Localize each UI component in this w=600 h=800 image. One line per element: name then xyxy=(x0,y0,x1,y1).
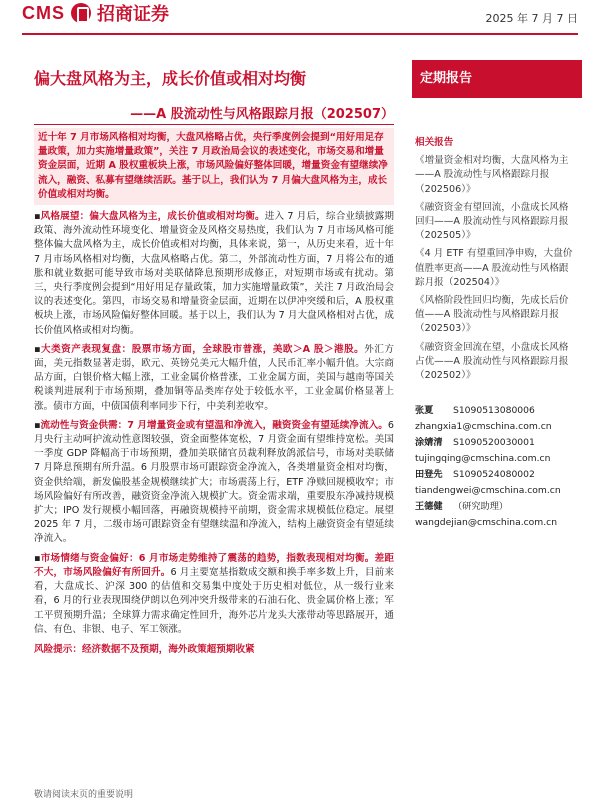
paragraph-sentiment: ▪市场情绪与资金偏好：6 月市场走势维持了震荡的趋势，指数表现相对均衡。差距不大，市场风险偏好有所回升。6 月主要宽基指数成交额和换手率多数上升，目前来看，大盘成长、沪深 300 的估值和交易集中度处于历史相对低位，从一级行业来看，6 月的行业表现围绕伊朗以色列冲突升级带来的石油石化、贵金属价格上涨；军工平贸预期升温；全球算力需求确定性回升，海外芯片龙头大涨带动等思路展开，通信、有色、非银、电子、军工领涨。 xyxy=(34,552,395,635)
main-content xyxy=(34,128,394,657)
paragraph-asset-review: ▪大类资产表现复盘：股票市场方面，全球股市普涨，美欧＞A 股＞港股。外汇方面，美元指数显著走弱，欧元、英镑兑美元大幅升值，人民币汇率小幅升值。大宗商品方面，白银价格大幅上涨，工业金属价格普涨，工业金属方面，美国与越南等国关税谈判进展利于市场预期，叠加铜等品类库存处于较低水平，工业金属价格显著上涨。债市方面，中债国债利率同步下行，中美利差收窄。 xyxy=(34,343,395,412)
analyst-name: 王德健 xyxy=(415,501,443,512)
related-report-link[interactable]: 《风格阶段性回归均衡，先成长后价值——A 股流动性与风格跟踪月报（202503）》 xyxy=(415,295,569,335)
paragraph-lead: 风格展望：偏大盘风格为主，成长价值或相对均衡。 xyxy=(40,211,265,223)
paragraph-lead: 流动性与资金供需：7 月增量资金或有望温和净流入，融资资金有望延续净流入。 xyxy=(40,419,388,431)
related-report-link[interactable]: 《融资资金回流在望，小盘成长风格占优——A 股流动性与风格跟踪月报（202502）》 xyxy=(415,341,569,382)
paragraph-liquidity: ▪流动性与资金供需：7 月增量资金或有望温和净流入，融资资金有望延续净流入。6 月央行主动呵护流动性意图较强，资金面整体宽松，7 月资金面有望维持宽松。美国一季度 GDP 降幅高于市场预期，叠加美联储官员裁利释放鸽派信号，市场对美联储 7 月降息预期有所升温。6 月股票市场可跟踪资金净流入，各类增量资金相对均衡，资金供给端，新发偏股基金规模继续扩大；市场震荡上行，ETF 净赎回规模收窄；市场风险偏好有所改善，融资资金净流入规模扩大。资金需求端，重要股东净减持规模扩大；IPO 发行规模小幅回落，再融资规模持平前期，资金需求规模低位稳定。展望 2025 年 7 月，二级市场可跟踪资金有望继续温和净流入，结构上融资资金有望延续净流入。 xyxy=(34,419,394,545)
company-logo xyxy=(22,2,169,24)
title-divider xyxy=(34,124,394,125)
analyst-email[interactable]: wangdejian@cmschina.com.cn xyxy=(415,517,558,528)
risk-warning: 风险提示：经济数据不及预期，海外政策超预期收紧 xyxy=(34,643,255,655)
paragraph-lead: 大类资产表现复盘：股票市场方面，全球股市普涨，美欧＞A 股＞港股。 xyxy=(41,343,365,355)
analyst-entry xyxy=(415,435,580,467)
related-report-link[interactable]: 《增量资金相对均衡，大盘风格为主——A 股流动性与风格跟踪月报（202506）》 xyxy=(415,155,569,195)
report-title: 偏大盘风格为主，成长价值或相对均衡 xyxy=(34,69,307,88)
logo-cn: 招商证券 xyxy=(97,4,169,25)
report-date: 2025 年 7 月 7 日 xyxy=(485,12,578,25)
analyst-email[interactable]: zhangxia1@cmschina.com.cn xyxy=(415,421,552,432)
analyst-entry xyxy=(415,403,580,435)
related-report-link[interactable]: 《融资资金有望回流，小盘成长风格回归——A 股流动性与风格跟踪月报（202505）》 xyxy=(415,201,569,242)
top-bar xyxy=(0,0,600,32)
summary-box: 近十年 7 月市场风格相对均衡，大盘风格略占优，央行季度例会提到“用好用足存量政策，加力实施增量政策”，关注 7 月政治局会议的表述变化，市场交易和增量资金层面，近期 A 股权重板块上涨，市场风险偏好整体回暖，增量资金有望继续净流入，融资、私募有望继续活跃。基于以上，我们认为 7 月偏大盘风格为主，成长价值或相对均衡。 xyxy=(34,128,394,205)
paragraph-text: 进入 7 月后，综合业绩披露期政策、海外流动性环境变化、增量资金及风格交易热度，我们认为 7 月市场风格可能整体偏大盘风格为主，成长价值或相对均衡，具体来说，第一，从历史来看，近十年 7 月市场风格相对均衡，大盘风格略占优。第二，外部流动性方面，7 月将公布的通胀和就业数据可能导致市场对美联储降息预期形成修正，对短期市场或有扰动。第三，央行季度例会提到“用好用足存量政策，加力实施增量政策”，关注 7 月政治局会议的表述变化。第四，市场交易和增量资金层面，近期在以伊冲突缓和后，A 股权重板块上涨，市场风险偏好整体回暖。基于以上，我们认为 7 月大盘风格相对占优，成长价值风格或相对均衡。 xyxy=(34,211,394,336)
report-subtitle: ——A 股流动性与风格跟踪月报（202507） xyxy=(130,107,394,122)
analyst-id: S1090524080002 xyxy=(453,469,535,480)
logo-en: CMS xyxy=(22,2,65,23)
paragraph-text: 6 月主要宽基指数成交额和换手率多数上升，目前来看，大盘成长、沪深 300 的估值和交易集中度处于历史相对低位，从一级行业来看，6 月的行业表现围绕伊朗以色列冲突升级带来的石油石化、贵金属价格上涨；军工平贸预期升温；全球算力需求确定性回升，海外芯片龙头大涨带动等思路展开，通信、有色、非银、电子、军工领涨。 xyxy=(34,566,395,635)
paragraph-text: 外汇方面，美元指数显著走弱，欧元、英镑兑美元大幅升值，人民币汇率小幅升值。大宗商品方面，白银价格大幅上涨，工业金属价格普涨，工业金属方面，美国与越南等国关税谈判进展利于市场预期，叠加铜等品类库存处于较低水平，工业金属价格显著上涨。债市方面，中债国债利率同步下行，中美利差收窄。 xyxy=(34,343,395,412)
analyst-email[interactable]: tiandengwei@cmschina.com.cn xyxy=(415,485,561,496)
paragraph-style-outlook: ▪风格展望：偏大盘风格为主，成长价值或相对均衡。进入 7 月后，综合业绩披露期政策、海外流动性环境变化、增量资金及风格交易热度，我们认为 7 月市场风格可能整体偏大盘风格为主，成长价值或相对均衡，具体来说，第一，从历史来看，近十年 7 月市场风格相对均衡，大盘风格略占优。第二，外部流动性方面，7 月将公布的通胀和就业数据可能导致市场对美联储降息预期形成修正，对短期市场或有扰动。第三，央行季度例会提到“用好用足存量政策，加力实施增量政策”，关注 7 月政治局会议的表述变化。第四，市场交易和增量资金层面，近期在以伊冲突缓和后，A 股权重板块上涨，市场风险偏好整体回暖。基于以上，我们认为 7 月大盘风格相对占优，成长价值风格或相对均衡。 xyxy=(34,211,394,336)
header-divider xyxy=(22,33,578,35)
analyst-entry xyxy=(415,499,580,531)
analyst-name: 张夏 xyxy=(415,405,434,416)
analyst-name: 涂婧清 xyxy=(415,437,443,448)
analyst-id: S1090520030001 xyxy=(453,437,535,448)
analyst-id: S1090513080006 xyxy=(453,405,535,416)
analyst-id: （研究助理） xyxy=(453,501,509,512)
analyst-list xyxy=(415,403,580,531)
footer-note: 敬请阅读末页的重要说明 xyxy=(34,790,134,800)
analyst-email[interactable]: tujingqing@cmschina.com.cn xyxy=(415,453,551,464)
related-reports-heading: 相关报告 xyxy=(415,137,454,148)
related-report-link[interactable]: 《4 月 ETF 有望重回净申购，大盘价值胜率更高——A 股流动性与风格跟踪月报（202504）》 xyxy=(415,248,573,288)
related-reports xyxy=(415,128,575,383)
paragraph-text: 6 月央行主动呵护流动性意图较强，资金面整体宽松，7 月资金面有望维持宽松。美国一季度 GDP 降幅高于市场预期，叠加美联储官员裁利释放鸽派信号，市场对美联储 7 月降息预期有所升温。6 月股票市场可跟踪资金净流入，各类增量资金相对均衡，资金供给端，新发偏股基金规模继续扩大；市场震荡上行，ETF 净赎回规模收窄；市场风险偏好有所改善，融资资金净流入规模扩大。资金需求端，重要股东净减持规模扩大；IPO 发行规模小幅回落，再融资规模持平前期，资金需求规模低位稳定。展望 2025 年 7 月，二级市场可跟踪资金有望继续温和净流入，结构上融资资金有望延续净流入。 xyxy=(34,419,394,545)
logo-mark-icon xyxy=(71,3,91,23)
analyst-name: 田登先 xyxy=(415,469,443,480)
paragraph-lead: 市场情绪与资金偏好：6 月市场走势维持了震荡的趋势，指数表现相对均衡。差距不大，市场风险偏好有所回升。 xyxy=(34,552,394,578)
analyst-entry xyxy=(415,467,580,499)
report-type-badge: 定期报告 xyxy=(412,60,582,98)
